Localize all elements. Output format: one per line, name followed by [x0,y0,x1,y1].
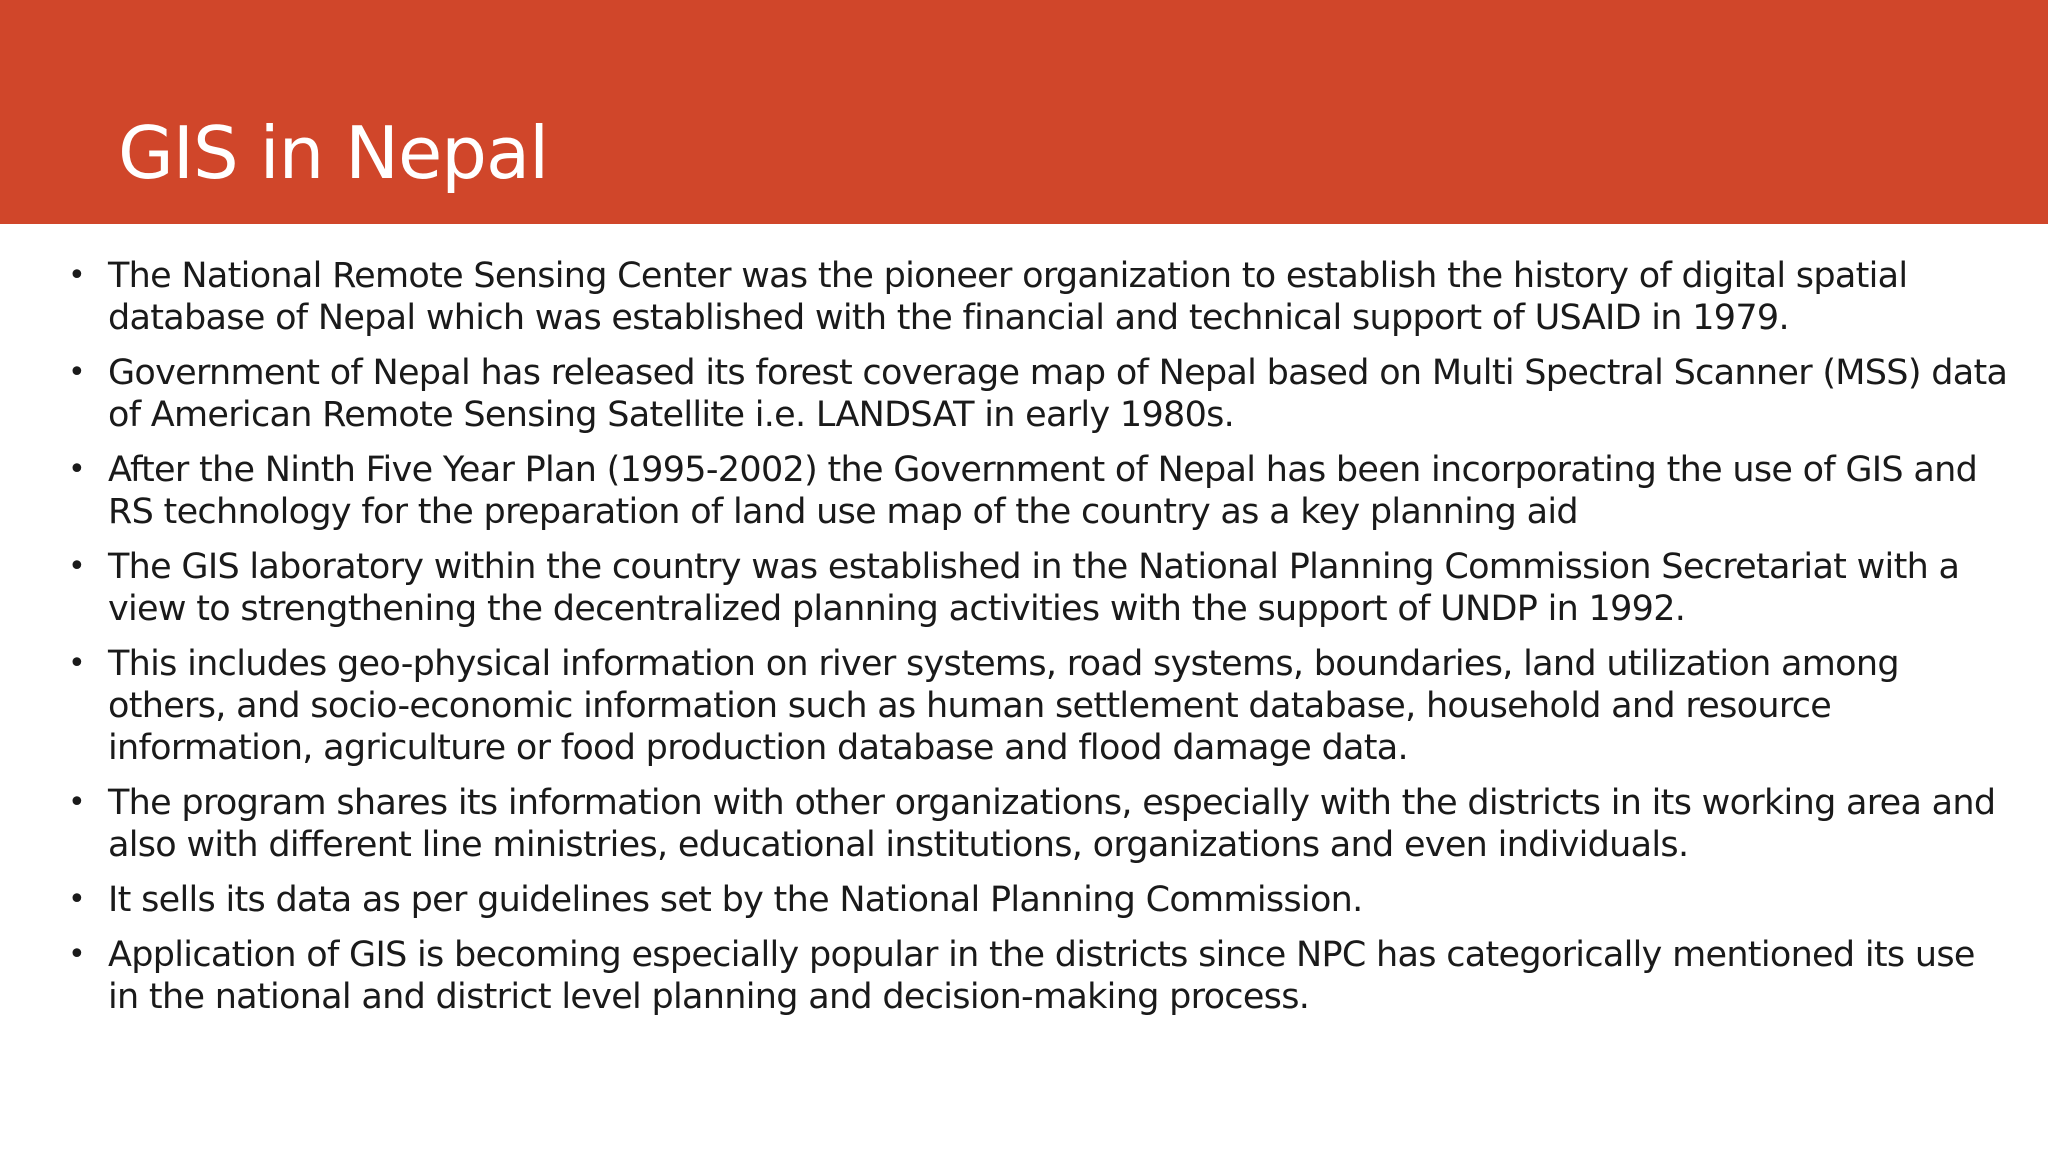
bullet-dot: • [68,549,85,584]
bullet-dot: • [68,258,85,293]
bullet-text: Application of GIS is becoming especially popular in the districts since NPC has categorically mentioned its use in the national and district level planning and decision-making process. [108,935,1975,1017]
bullet-text: The GIS laboratory within the country was established in the National Planning Commission Secretariat with a view to strengthening the decentralized planning activities with the support of UNDP in 1992. [108,547,1960,629]
bullet-dot: • [68,646,85,681]
bullet-text: Government of Nepal has released its forest coverage map of Nepal based on Multi Spectral Scanner (MSS) data of American Remote Sensing Satellite i.e. LANDSAT in early 1980s. [108,353,2008,435]
bullet-dot: • [68,882,85,917]
title-banner [0,0,2048,224]
bullet-text: The program shares its information with other organizations, especially with the districts in its working area and also with different line ministries, educational institutions, organizations and even individuals. [108,783,1996,865]
bullet-item [64,449,2009,533]
bullet-dot: • [68,785,85,820]
slide-title: GIS in Nepal [118,111,549,195]
bullet-text: It sells its data as per guidelines set by the National Planning Commission. [108,880,1363,920]
bullet-item [64,879,2009,921]
bullet-dot: • [68,452,85,487]
bullet-item [64,255,2009,339]
bullet-dot: • [68,355,85,390]
bullet-dot: • [68,937,85,972]
bullet-item [64,546,2009,630]
bullet-item [64,934,2009,1018]
bullet-text: The National Remote Sensing Center was the pioneer organization to establish the history of digital spatial database of Nepal which was established with the financial and technical support of USAID in 1979. [108,256,1908,338]
bullet-item [64,352,2009,436]
bullet-text: This includes geo-physical information on river systems, road systems, boundaries, land utilization among others, and socio-economic information such as human settlement database, household and resource information, agriculture or food production database and flood damage data. [108,644,1899,768]
bullet-item [64,643,2009,769]
bullet-list [64,255,2009,1031]
bullet-text: After the Ninth Five Year Plan (1995-2002) the Government of Nepal has been incorporating the use of GIS and RS technology for the preparation of land use map of the country as a key planning aid [108,450,1978,532]
bullet-item [64,782,2009,866]
